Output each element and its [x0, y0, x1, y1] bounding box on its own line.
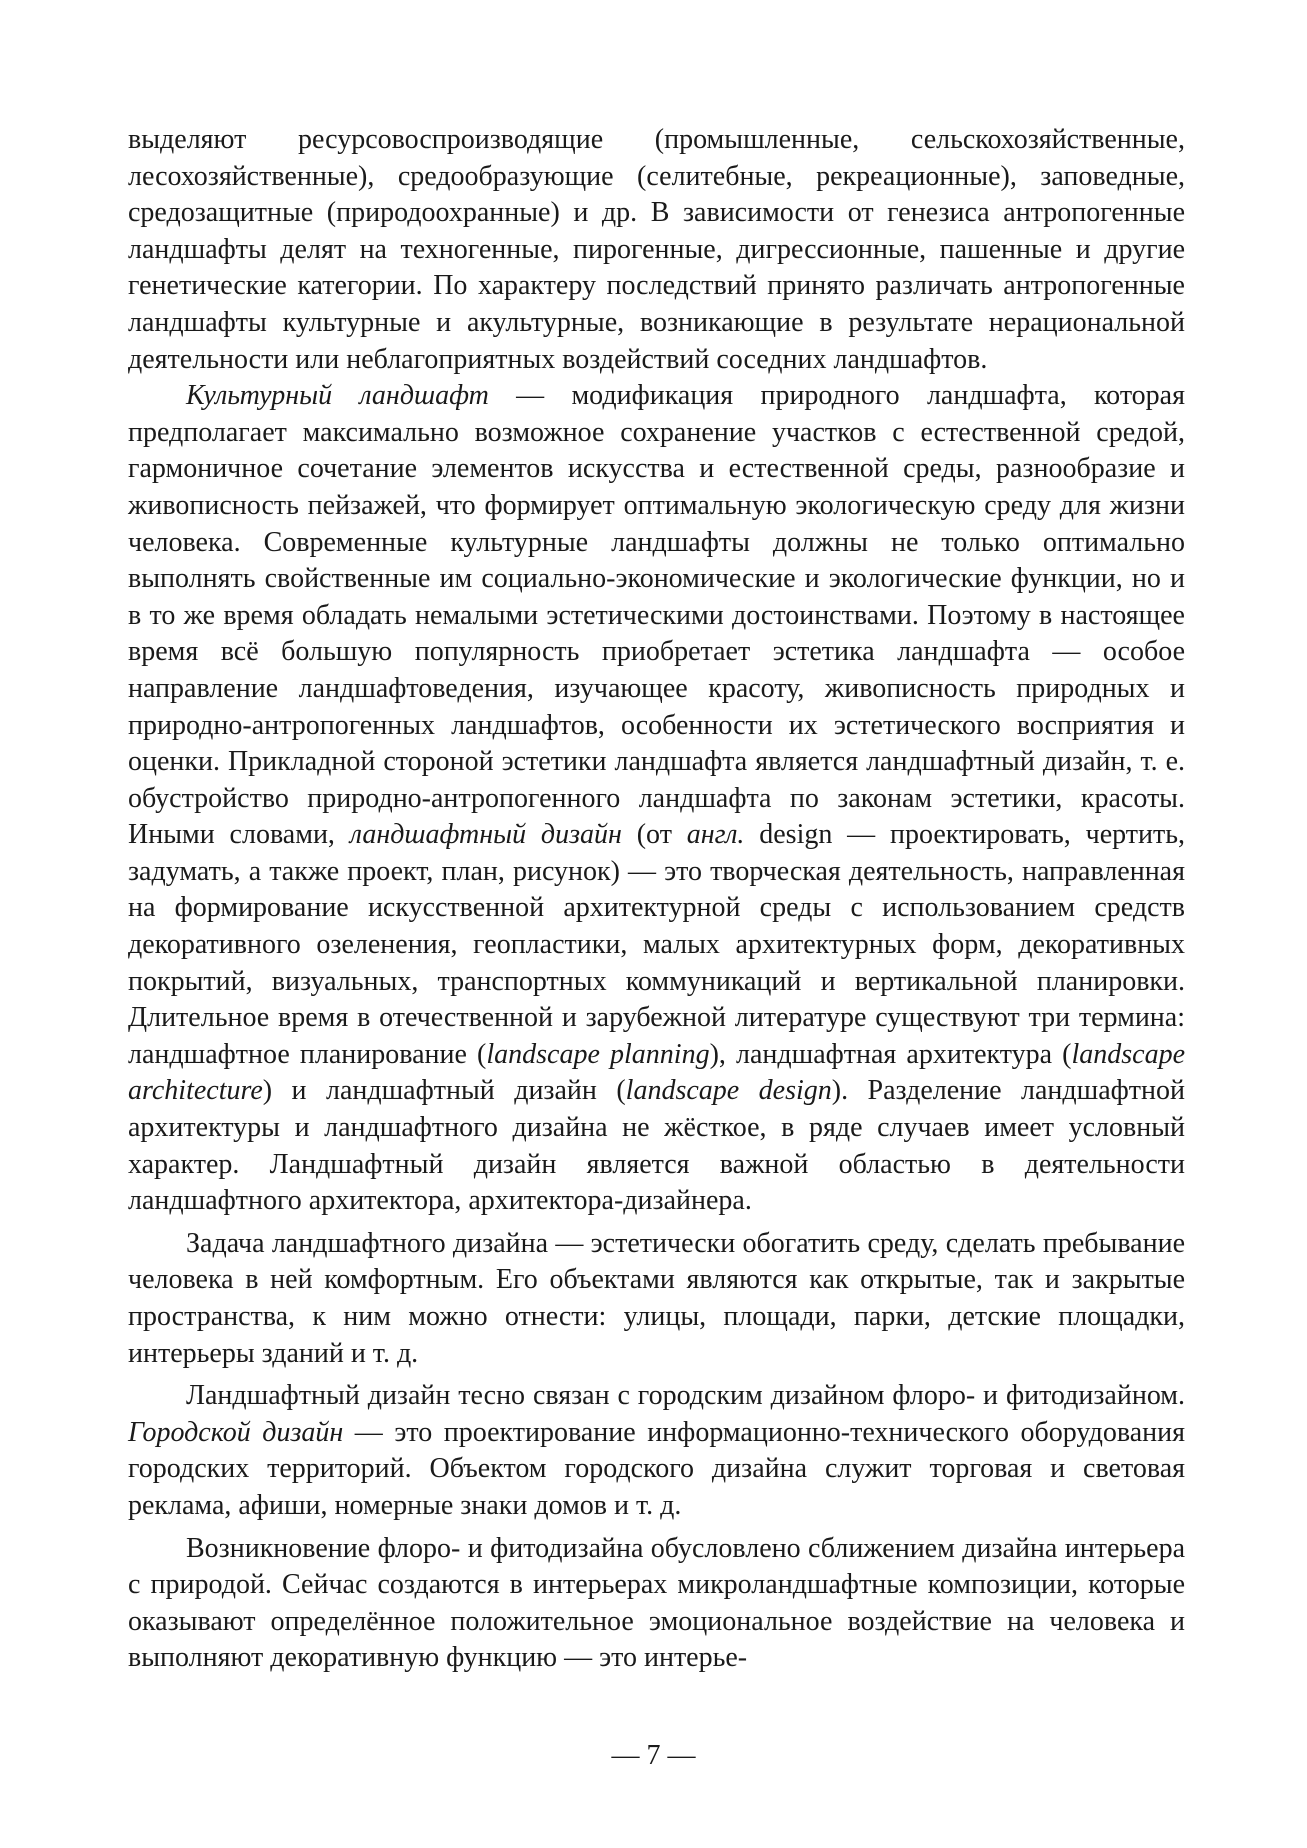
italic-term: Культурный ландшафт: [186, 380, 489, 412]
text-run: Задача ландшафтного дизайна — эстетически обогатить среду, сделать пребывание человека в ней комфортным. Его объектами являются как открытые, так и закрытые пространства, к ним можно отнести: улицы, площади, парки, детские площадки, интерьеры зданий и т. д.: [128, 1227, 1185, 1369]
paragraph-5: [128, 1531, 1185, 1677]
text-run: — это проектирование информационно-технического оборудования городских территорий. Объектом городского дизайна служит торговая и световая реклама, афиши, номерные знаки домов и т. д.: [128, 1416, 1186, 1521]
italic-term: landscape architecture: [128, 1038, 1186, 1107]
paragraph-4: [128, 1378, 1185, 1524]
italic-term: landscape design: [625, 1075, 832, 1107]
text-run: (от: [621, 819, 687, 851]
page-number: — 7 —: [611, 1740, 696, 1771]
text-run: — модификация природного ландшафта, которая предполагает максимально возможное сохранение участков с естественной средой, гармоничное сочетание элементов искусства и естественной среды, разнообразие и живописность пейзажей, что формирует оптимальную экологическую среду для жизни человека. Современные культурные ландшафты должны не только оптимально выполнять свойственные им социально-экономические и экологические функции, но и в то же время обладать немалыми эстетическими достоинствами. Поэтому в настоящее время всё большую популярность приобретает эстетика ландшафта — особое направление ландшафтоведения, изучающее красоту, живописность природных и природно-антропогенных ландшафтов, особенности их эстетического восприятия и оценки. Прикладной стороной эстетики ландшафта является ландшафтный дизайн, т. е. обустройство природно-антропогенного ландшафта по законам эстетики, красоты. Иными словами,: [128, 380, 1185, 851]
italic-term: Городской дизайн: [128, 1416, 344, 1448]
italic-term: ландшафтный дизайн: [349, 819, 622, 851]
text-run: ), ландшафтная архитектура (: [709, 1038, 1072, 1070]
italic-term: англ.: [686, 819, 745, 851]
paragraph-1: [128, 122, 1185, 378]
text-run: design — проектировать, чертить, задумать, а также проект, план, рисунок) — это творческая деятельность, направленная на формирование искусственной архитектурной среды с использованием средств декоративного озеленения, геопластики, малых архитектурных форм, декоративных покрытий, визуальных, транспортных коммуникаций и вертикальной планировки. Длительное время в отечественной и зарубежной литературе существуют три термина: ландшафтное планирование (: [128, 819, 1185, 1070]
text-run: ). Разделение ландшафтной архитектуры и ландшафтного дизайна не жёсткое, в ряде случаев имеет условный характер. Ландшафтный дизайн является важной областью в деятельности ландшафтного архитектора, архитектора-дизайнера.: [128, 1075, 1185, 1217]
body-text: [128, 122, 1185, 1677]
paragraph-3: [128, 1226, 1185, 1372]
text-run: выделяют ресурсовоспроизводящие (промышленные, сельскохозяйственные, лесохозяйственные), средообразующие (селитебные, рекреационные), заповедные, средозащитные (природоохранные) и др. В зависимости от генезиса антропогенные ландшафты делят на техногенные, пирогенные, дигрессионные, пашенные и другие генетические категории. По характеру последствий принято различать антропогенные ландшафты культурные и акультурные, возникающие в результате нерациональной деятельности или неблагоприятных воздействий соседних ландшафтов.: [128, 124, 1185, 375]
paragraph-2: [128, 378, 1185, 1220]
italic-term: landscape planning: [486, 1038, 710, 1070]
text-run: Возникновение флоро- и фитодизайна обусловлено сближением дизайна интерьера с природой. Сейчас создаются в интерьерах микроландшафтные композиции, которые оказывают определённое положительное эмоциональное воздействие на человека и выполняют декоративную функцию — это интерье-: [128, 1532, 1185, 1674]
text-run: ) и ландшафтный дизайн (: [262, 1075, 626, 1107]
text-run: Ландшафтный дизайн тесно связан с городским дизайном флоро- и фитодизайном.: [186, 1380, 1185, 1412]
